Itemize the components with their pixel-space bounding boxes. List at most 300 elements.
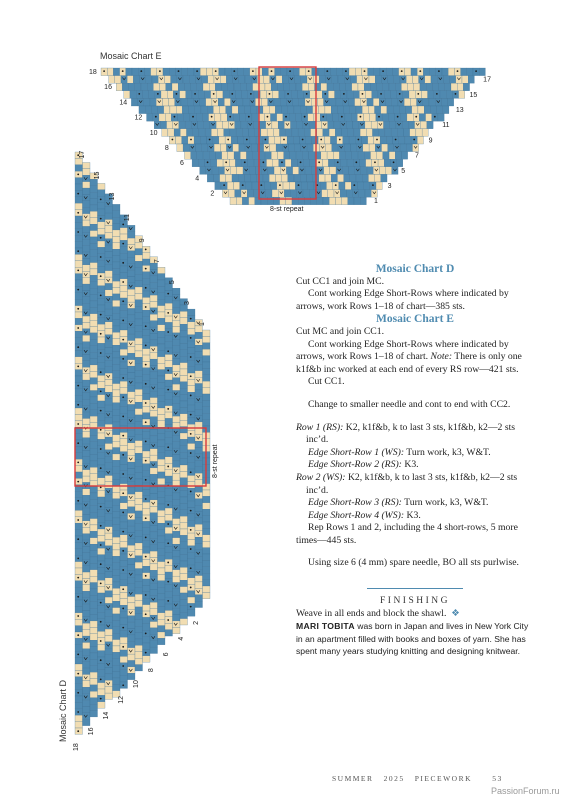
- chart-cell: [337, 68, 343, 76]
- chart-cell: [128, 411, 136, 417]
- chart-cell: [120, 637, 128, 643]
- dot-symbol: [122, 339, 124, 341]
- chart-cell: [195, 576, 203, 582]
- chart-cell: [427, 121, 433, 129]
- dot-symbol: [122, 416, 124, 418]
- chart-cell: [365, 190, 371, 198]
- chart-cell: [75, 638, 83, 644]
- chart-cell: [423, 98, 429, 106]
- chart-cell: [128, 488, 136, 494]
- chart-cell: [195, 390, 203, 396]
- chart-cell: [457, 83, 463, 91]
- chart-cell: [180, 606, 188, 612]
- chart-cell: [143, 253, 151, 259]
- chart-cell: [273, 159, 279, 167]
- chart-e-step-2-a: Cont working Edge Short-Rows where indicated by arrows, work Rows 1–18 of chart.: [296, 338, 509, 363]
- chart-cell: [75, 581, 83, 587]
- chart-cell: [203, 394, 211, 400]
- dot-symbol: [77, 711, 79, 713]
- chart-cell: [75, 242, 83, 248]
- chart-cell: [120, 541, 128, 547]
- chart-cell: [75, 222, 83, 228]
- chart-cell: [158, 459, 166, 465]
- chart-cell: [113, 588, 121, 594]
- chart-cell: [98, 190, 106, 196]
- edge-short-row-1: [296, 447, 534, 460]
- dot-symbol: [190, 587, 192, 589]
- dot-symbol: [190, 491, 192, 493]
- chart-cell: [120, 420, 128, 426]
- mosaic-chart-d: [0, 0, 240, 800]
- chart-cell: [90, 429, 98, 435]
- chart-cell: [105, 693, 113, 699]
- chart-cell: [143, 297, 151, 303]
- chart-cell: [90, 282, 98, 288]
- dot-symbol: [122, 646, 124, 648]
- chart-cell: [128, 603, 136, 609]
- chart-cell: [293, 98, 299, 106]
- dot-symbol: [77, 654, 79, 656]
- chart-cell: [105, 207, 113, 213]
- chart-cell: [248, 159, 254, 167]
- chart-cell: [406, 76, 412, 84]
- chart-cell: [165, 342, 173, 348]
- chart-cell: [135, 594, 143, 600]
- dot-symbol: [77, 634, 79, 636]
- chart-cell: [143, 432, 151, 438]
- chart-cell: [240, 114, 246, 122]
- chart-cell: [420, 83, 426, 91]
- chart-cell: [75, 357, 83, 363]
- chart-cell: [90, 525, 98, 531]
- chart-cell: [150, 455, 158, 461]
- chart-cell: [150, 353, 158, 359]
- dot-symbol: [267, 116, 269, 118]
- chart-cell: [135, 613, 143, 619]
- chart-cell: [128, 481, 136, 487]
- dot-symbol: [145, 652, 147, 654]
- chart-cell: [360, 197, 366, 205]
- chart-cell: [83, 322, 91, 328]
- chart-cell: [195, 352, 203, 358]
- chart-cell: [348, 129, 354, 137]
- dot-symbol: [167, 562, 169, 564]
- row-1-text: K2, k1f&b, k to last 3 sts, k1f&b, k2—2 sts inc’d.: [306, 421, 516, 446]
- dot-symbol: [360, 116, 362, 118]
- chart-cell: [128, 385, 136, 391]
- chart-cell: [188, 347, 196, 353]
- chart-cell: [75, 350, 83, 356]
- chart-cell: [75, 702, 83, 708]
- chart-cell: [448, 68, 454, 76]
- chart-cell: [135, 370, 143, 376]
- chart-cell: [120, 458, 128, 464]
- chart-cell: [165, 412, 173, 418]
- chart-cell: [392, 98, 398, 106]
- dot-symbol: [434, 116, 436, 118]
- chart-cell: [450, 76, 456, 84]
- chart-cell: [75, 338, 83, 344]
- chart-cell: [143, 329, 151, 335]
- chart-cell: [113, 275, 121, 281]
- chart-cell: [75, 466, 83, 472]
- chart-cell: [90, 531, 98, 537]
- chart-cell: [158, 594, 166, 600]
- row-number-bottom: 8: [148, 668, 155, 673]
- chart-cell: [188, 443, 196, 449]
- chart-cell: [286, 167, 292, 175]
- chart-cell: [309, 190, 315, 198]
- chart-cell: [365, 121, 371, 129]
- chart-cell: [188, 386, 196, 392]
- chart-cell: [442, 68, 448, 76]
- dot-symbol: [190, 318, 192, 320]
- dot-symbol: [395, 139, 397, 141]
- ornament-icon: ❖: [451, 607, 460, 619]
- dot-symbol: [122, 608, 124, 610]
- chart-cell: [143, 560, 151, 566]
- chart-cell: [90, 435, 98, 441]
- chart-cell: [180, 388, 188, 394]
- chart-cell: [75, 696, 83, 702]
- chart-cell: [158, 517, 166, 523]
- chart-cell: [150, 494, 158, 500]
- chart-cell: [319, 76, 325, 84]
- chart-cell: [98, 452, 106, 458]
- chart-cell: [353, 91, 359, 99]
- chart-cell: [120, 484, 128, 490]
- chart-cell: [195, 582, 203, 588]
- chart-cell: [120, 349, 128, 355]
- chart-cell: [328, 121, 334, 129]
- chart-cell: [83, 418, 91, 424]
- chart-cell: [274, 167, 280, 175]
- chart-cell: [98, 529, 106, 535]
- chart-cell: [105, 309, 113, 315]
- chart-cell: [135, 652, 143, 658]
- chart-cell: [83, 393, 91, 399]
- chart-cell: [83, 201, 91, 207]
- chart-cell: [291, 159, 297, 167]
- chart-cell: [90, 672, 98, 678]
- dot-symbol: [167, 350, 169, 352]
- chart-cell: [105, 290, 113, 296]
- row-number-top: 13: [109, 192, 116, 201]
- chart-cell: [143, 643, 151, 649]
- chart-cell: [417, 136, 423, 144]
- chart-cell: [135, 287, 143, 293]
- chart-cell: [90, 493, 98, 499]
- chart-cell: [128, 366, 136, 372]
- chart-cell: [98, 183, 106, 189]
- chart-cell: [158, 414, 166, 420]
- chart-cell: [128, 507, 136, 513]
- chart-cell: [305, 167, 311, 175]
- chart-cell: [270, 144, 276, 152]
- chart-cell: [358, 152, 364, 160]
- chart-cell: [445, 83, 451, 91]
- footer-year: 2025: [383, 774, 405, 783]
- chart-cell: [173, 499, 181, 505]
- chart-cell: [370, 83, 376, 91]
- chart-cell: [158, 376, 166, 382]
- chart-cell: [128, 660, 136, 666]
- chart-cell: [293, 167, 299, 175]
- chart-cell: [135, 633, 143, 639]
- chart-cell: [83, 335, 91, 341]
- chart-cell: [128, 462, 136, 468]
- chart-cell: [479, 68, 485, 76]
- chart-cell: [424, 106, 430, 114]
- chart-cell: [344, 174, 350, 182]
- chart-cell: [180, 401, 188, 407]
- chart-cell: [293, 68, 299, 76]
- chart-cell: [135, 562, 143, 568]
- chart-cell: [158, 606, 166, 612]
- chart-cell: [249, 197, 255, 205]
- chart-cell: [180, 459, 188, 465]
- chart-cell: [364, 182, 370, 190]
- chart-cell: [180, 414, 188, 420]
- chart-cell: [373, 98, 379, 106]
- dot-symbol: [100, 563, 102, 565]
- chart-cell: [113, 300, 121, 306]
- chart-cell: [400, 144, 406, 152]
- chart-cell: [277, 83, 283, 91]
- chart-cell: [276, 144, 282, 152]
- chart-cell: [260, 121, 266, 129]
- chart-cell: [90, 333, 98, 339]
- chart-cell: [113, 204, 121, 210]
- dot-symbol: [100, 583, 102, 585]
- chart-cell: [282, 76, 288, 84]
- chart-cell: [338, 76, 344, 84]
- chart-cell: [98, 401, 106, 407]
- edge-short-row-2: [296, 459, 534, 472]
- chart-cell: [128, 500, 136, 506]
- dot-symbol: [100, 544, 102, 546]
- chart-cell: [90, 256, 98, 262]
- dot-symbol: [401, 70, 403, 72]
- chart-cell: [83, 610, 91, 616]
- chart-cell: [113, 256, 121, 262]
- chart-cell: [128, 392, 136, 398]
- chart-cell: [128, 539, 136, 545]
- chart-cell: [386, 98, 392, 106]
- bind-off-step: Using size 6 (4 mm) spare needle, BO all sts purlwise.: [308, 557, 519, 569]
- edge-short-row-3: [296, 497, 534, 510]
- chart-cell: [75, 530, 83, 536]
- dot-symbol: [167, 504, 169, 506]
- chart-cell: [135, 396, 143, 402]
- chart-cell: [446, 91, 452, 99]
- chart-cell: [188, 463, 196, 469]
- dot-symbol: [378, 116, 380, 118]
- repeat-rows-step: Rep Rows 1 and 2, including the 4 short-rows, 5 more times—445 sts.: [296, 522, 518, 546]
- chart-cell: [120, 362, 128, 368]
- chart-cell: [257, 106, 263, 114]
- chart-cell: [188, 309, 196, 315]
- dot-symbol: [362, 93, 364, 95]
- chart-cell: [83, 534, 91, 540]
- chart-cell: [75, 254, 83, 260]
- chart-cell: [105, 571, 113, 577]
- row-number-bottom: 12: [118, 695, 125, 704]
- chart-cell: [128, 289, 136, 295]
- chart-cell: [180, 356, 188, 362]
- chart-cell: [90, 455, 98, 461]
- chart-cell: [318, 68, 324, 76]
- chart-cell: [83, 399, 91, 405]
- chart-cell: [90, 563, 98, 569]
- chart-cell: [278, 121, 284, 129]
- chart-cell: [165, 572, 173, 578]
- chart-cell: [128, 276, 136, 282]
- chart-cell: [277, 152, 283, 160]
- chart-d-step-2: Cont working Edge Short-Rows where indicated by arrows, work Rows 1–18 of chart—385 sts.: [296, 288, 509, 312]
- chart-cell: [203, 548, 211, 554]
- chart-cell: [158, 542, 166, 548]
- chart-cell: [98, 375, 106, 381]
- chart-cell: [105, 226, 113, 232]
- chart-cell: [128, 232, 136, 238]
- chart-cell: [143, 368, 151, 374]
- chart-cell: [405, 68, 411, 76]
- dot-symbol: [457, 70, 459, 72]
- chart-cell: [425, 76, 431, 84]
- chart-cell: [98, 491, 106, 497]
- chart-cell: [195, 518, 203, 524]
- chart-cell: [430, 106, 436, 114]
- chart-cell: [90, 704, 98, 710]
- chart-cell: [180, 350, 188, 356]
- chart-cell: [377, 152, 383, 160]
- dot-symbol: [337, 161, 339, 163]
- chart-cell: [180, 363, 188, 369]
- chart-cell: [143, 291, 151, 297]
- chart-cell: [372, 91, 378, 99]
- chart-cell: [105, 533, 113, 539]
- chart-cell: [90, 519, 98, 525]
- chart-cell: [75, 562, 83, 568]
- chart-cell: [328, 159, 334, 167]
- row-number-right: 13: [455, 107, 464, 114]
- chart-cell: [83, 553, 91, 559]
- chart-cell: [113, 652, 121, 658]
- chart-cell: [143, 387, 151, 393]
- chart-cell: [83, 642, 91, 648]
- chart-cell: [98, 420, 106, 426]
- chart-cell: [83, 514, 91, 520]
- chart-cell: [120, 676, 128, 682]
- chart-cell: [98, 702, 106, 708]
- chart-cell: [158, 619, 166, 625]
- chart-cell: [319, 174, 325, 182]
- chart-cell: [150, 372, 158, 378]
- chart-cell: [289, 182, 295, 190]
- dot-symbol: [269, 93, 271, 95]
- chart-cell: [150, 602, 158, 608]
- chart-cell: [195, 460, 203, 466]
- dot-symbol: [77, 442, 79, 444]
- chart-cell: [120, 292, 128, 298]
- chart-cell: [128, 564, 136, 570]
- chart-cell: [203, 400, 211, 406]
- chart-cell: [143, 605, 151, 611]
- dot-symbol: [341, 116, 343, 118]
- dot-symbol: [167, 523, 169, 525]
- chart-cell: [113, 544, 121, 550]
- chart-cell: [75, 203, 83, 209]
- chart-cell: [98, 606, 106, 612]
- chart-cell: [83, 239, 91, 245]
- chart-cell: [158, 632, 166, 638]
- chart-cell: [135, 421, 143, 427]
- chart-cell: [135, 325, 143, 331]
- chart-cell: [135, 364, 143, 370]
- dot-symbol: [320, 139, 322, 141]
- chart-cell: [113, 512, 121, 518]
- chart-cell: [113, 243, 121, 249]
- chart-cell: [362, 106, 368, 114]
- chart-cell: [75, 293, 83, 299]
- chart-cell: [75, 261, 83, 267]
- row-number-right: 11: [442, 122, 450, 130]
- chart-cell: [158, 562, 166, 568]
- chart-cell: [135, 575, 143, 581]
- chart-cell: [113, 403, 121, 409]
- chart-cell: [180, 382, 188, 388]
- chart-cell: [203, 381, 211, 387]
- chart-cell: [158, 280, 166, 286]
- chart-cell: [128, 404, 136, 410]
- chart-cell: [429, 98, 435, 106]
- chart-cell: [105, 322, 113, 328]
- chart-cell: [203, 503, 211, 509]
- chart-cell: [75, 472, 83, 478]
- chart-cell: [265, 83, 271, 91]
- chart-cell: [180, 465, 188, 471]
- chart-cell: [113, 364, 121, 370]
- chart-cell: [90, 538, 98, 544]
- chart-cell: [203, 509, 211, 515]
- row-number-right: 15: [469, 91, 478, 99]
- chart-cell: [135, 447, 143, 453]
- dot-symbol: [304, 116, 306, 118]
- chart-cell: [180, 311, 188, 317]
- chart-cell: [419, 114, 425, 122]
- chart-cell: [120, 426, 128, 432]
- chart-cell: [158, 274, 166, 280]
- chart-cell: [83, 246, 91, 252]
- chart-cell: [203, 349, 211, 355]
- chart-cell: [195, 403, 203, 409]
- chart-cell: [75, 235, 83, 241]
- dot-symbol: [145, 441, 147, 443]
- chart-cell: [342, 167, 348, 175]
- chart-cell: [346, 83, 352, 91]
- chart-cell: [401, 83, 407, 91]
- chart-cell: [180, 337, 188, 343]
- chart-cell: [105, 367, 113, 373]
- chart-cell: [105, 271, 113, 277]
- chart-cell: [158, 344, 166, 350]
- chart-cell: [277, 114, 283, 122]
- chart-cell: [135, 645, 143, 651]
- chart-cell: [113, 371, 121, 377]
- chart-cell: [105, 578, 113, 584]
- chart-cell: [195, 595, 203, 601]
